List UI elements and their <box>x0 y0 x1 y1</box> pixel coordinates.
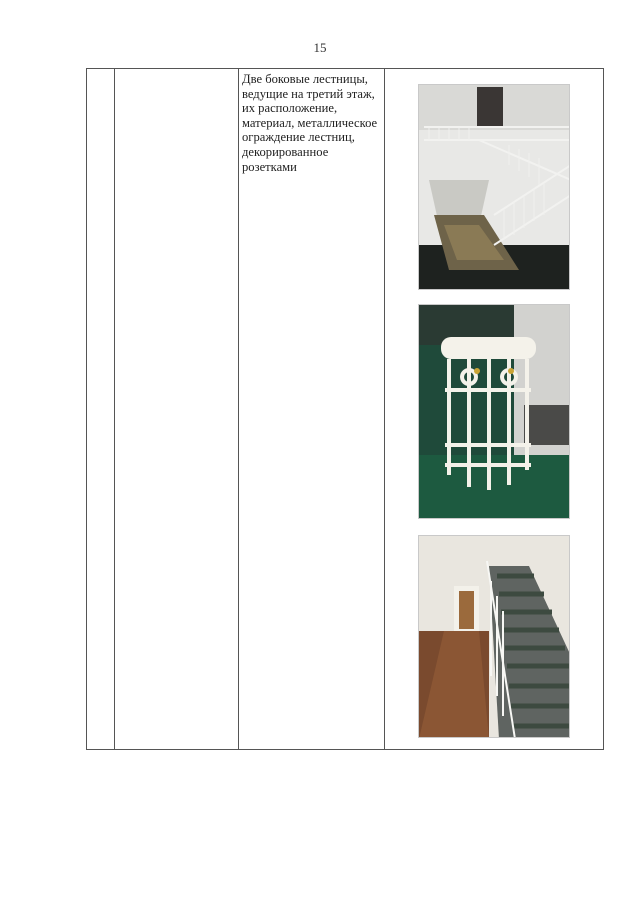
column-divider <box>384 69 385 749</box>
page-number: 15 <box>313 40 327 55</box>
description-cell: Две боковые лестницы, ведущие на третий этаж, их расположение, материал, металлическое ограждение лестниц, декорированное розетками <box>242 72 378 174</box>
railing-closeup-photo <box>418 304 570 519</box>
staircase-top-view-photo <box>418 84 570 290</box>
column-divider <box>114 69 115 749</box>
corridor-staircase-photo <box>418 535 570 738</box>
column-divider <box>238 69 239 749</box>
